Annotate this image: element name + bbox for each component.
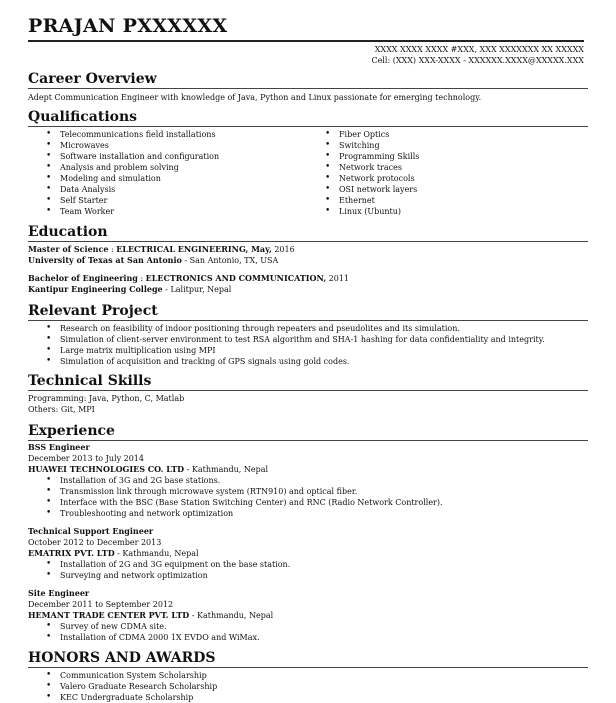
list-item: • KEC Undergraduate Scholarship xyxy=(46,692,217,703)
list-item: • Switching xyxy=(325,140,419,151)
list-item: • Survey of new CDMA site. xyxy=(46,621,260,632)
contact-block xyxy=(372,44,584,66)
list-item: • Software installation and configuration xyxy=(46,151,219,162)
list-item: • Installation of CDMA 2000 1X EVDO and WiMax. xyxy=(46,632,260,643)
job-title: Technical Support Engineer xyxy=(28,526,154,536)
list-item: • Modeling and simulation xyxy=(46,173,219,184)
technical-skills-text xyxy=(28,393,184,415)
list-item: • Installation of 3G and 2G base stations. xyxy=(46,475,443,486)
school-location: - San Antonio, TX, USA xyxy=(181,256,279,265)
list-item: • Fiber Optics xyxy=(325,129,419,140)
job-dates: December 2013 to July 2014 xyxy=(28,454,144,463)
list-item: • Self Starter xyxy=(46,195,219,206)
list-item: • Network protocols xyxy=(325,173,419,184)
list-item: • Valero Graduate Research Scholarship xyxy=(46,681,217,692)
qualifications-left-list xyxy=(46,129,219,217)
list-item: • Team Worker xyxy=(46,206,219,217)
list-item: • Troubleshooting and network optimization xyxy=(46,508,443,519)
list-item: • Transmission link through microwave system (RTN910) and optical fiber. xyxy=(46,486,443,497)
school-name: University of Texas at San Antonio xyxy=(28,255,182,265)
graduation-year: 2011 xyxy=(326,274,350,283)
list-item: • Surveying and network optimization xyxy=(46,570,290,581)
relevant-project-divider xyxy=(28,320,588,321)
education-entry-2 xyxy=(28,273,349,295)
experience-heading: Experience xyxy=(28,423,115,439)
skills-line: Others: Git, MPI xyxy=(28,405,95,414)
contact-line: Cell: (XXX) XXX-XXXX - XXXXXX.XXXX@XXXXX.XXX xyxy=(371,56,584,65)
qualifications-right-list xyxy=(325,129,419,217)
candidate-name: PRAJAN PXXXXXX xyxy=(28,15,228,37)
company-name: HEMANT TRADE CENTER PVT. LTD xyxy=(28,610,190,620)
project-list xyxy=(46,323,545,367)
technical-skills-divider xyxy=(28,390,588,391)
job-dates: December 2011 to September 2012 xyxy=(28,600,174,609)
technical-skills-heading: Technical Skills xyxy=(28,373,152,389)
experience-divider xyxy=(28,440,588,441)
list-item: • Microwaves xyxy=(46,140,219,151)
job-2-duties xyxy=(46,559,290,581)
education-divider xyxy=(28,241,588,242)
honors-list xyxy=(46,670,217,703)
honors-heading: HONORS AND AWARDS xyxy=(28,650,216,666)
list-item: • Data Analysis xyxy=(46,184,219,195)
education-heading: Education xyxy=(28,224,108,240)
skills-line: Programming: Java, Python, C, Matlab xyxy=(28,394,185,403)
honors-divider xyxy=(28,667,588,668)
career-overview-heading: Career Overview xyxy=(28,71,157,87)
qualifications-heading: Qualifications xyxy=(28,109,138,125)
list-item: • Linux (Ubuntu) xyxy=(325,206,419,217)
list-item: • Ethernet xyxy=(325,195,419,206)
separator: : xyxy=(108,245,117,254)
list-item: • Telecommunications field installations xyxy=(46,129,219,140)
job-title: BSS Engineer xyxy=(28,442,90,452)
job-title: Site Engineer xyxy=(28,588,90,598)
address-line: XXXX XXXX XXXX #XXX, XXX XXXXXXX XX XXXXX xyxy=(374,45,584,54)
education-entry-1 xyxy=(28,244,295,266)
graduation-year: 2016 xyxy=(271,245,295,254)
separator: : xyxy=(137,274,146,283)
degree: Bachelor of Engineering xyxy=(28,273,138,283)
list-item: • Large matrix multiplication using MPI xyxy=(46,345,545,356)
company-name: EMATRIX PVT. LTD xyxy=(28,548,115,558)
company-location: - Kathmandu, Nepal xyxy=(184,465,269,474)
degree: Master of Science xyxy=(28,244,109,254)
company-name: HUAWEI TECHNOLOGIES CO. LTD xyxy=(28,464,185,474)
job-dates: October 2012 to December 2013 xyxy=(28,538,162,547)
list-item: • Interface with the BSC (Base Station Switching Center) and RNC (Radio Network Controller). xyxy=(46,497,443,508)
list-item: • Network traces xyxy=(325,162,419,173)
school-location: - Lalitpur, Nepal xyxy=(162,285,232,294)
field-of-study: ELECTRICAL ENGINEERING, May, xyxy=(116,244,272,254)
list-item: • Programming Skills xyxy=(325,151,419,162)
job-3 xyxy=(28,588,273,621)
company-location: - Kathmandu, Nepal xyxy=(189,611,274,620)
list-item: • OSI network layers xyxy=(325,184,419,195)
qualifications-divider xyxy=(28,126,588,127)
job-3-duties xyxy=(46,621,260,643)
job-1-duties xyxy=(46,475,443,519)
career-overview-divider xyxy=(28,88,588,89)
company-location: - Kathmandu, Nepal xyxy=(114,549,199,558)
relevant-project-heading: Relevant Project xyxy=(28,303,158,319)
list-item: • Simulation of acquisition and tracking of GPS signals using gold codes. xyxy=(46,356,545,367)
list-item: • Research on feasibility of indoor positioning through repeaters and pseudolites and its simulation. xyxy=(46,323,545,334)
career-overview-text: Adept Communication Engineer with knowledge of Java, Python and Linux passionate for emerging technology. xyxy=(28,93,482,102)
list-item: • Installation of 2G and 3G equipment on the base station. xyxy=(46,559,290,570)
job-2 xyxy=(28,526,199,559)
list-item: • Simulation of client-server environment to test RSA algorithm and SHA-1 hashing for data confidentiality and integrity. xyxy=(46,334,545,345)
header-divider xyxy=(28,40,584,42)
list-item: • Communication System Scholarship xyxy=(46,670,217,681)
field-of-study: ELECTRONICS AND COMMUNICATION, xyxy=(145,273,327,283)
job-1 xyxy=(28,442,268,475)
list-item: • Analysis and problem solving xyxy=(46,162,219,173)
school-name: Kantipur Engineering College xyxy=(28,284,163,294)
